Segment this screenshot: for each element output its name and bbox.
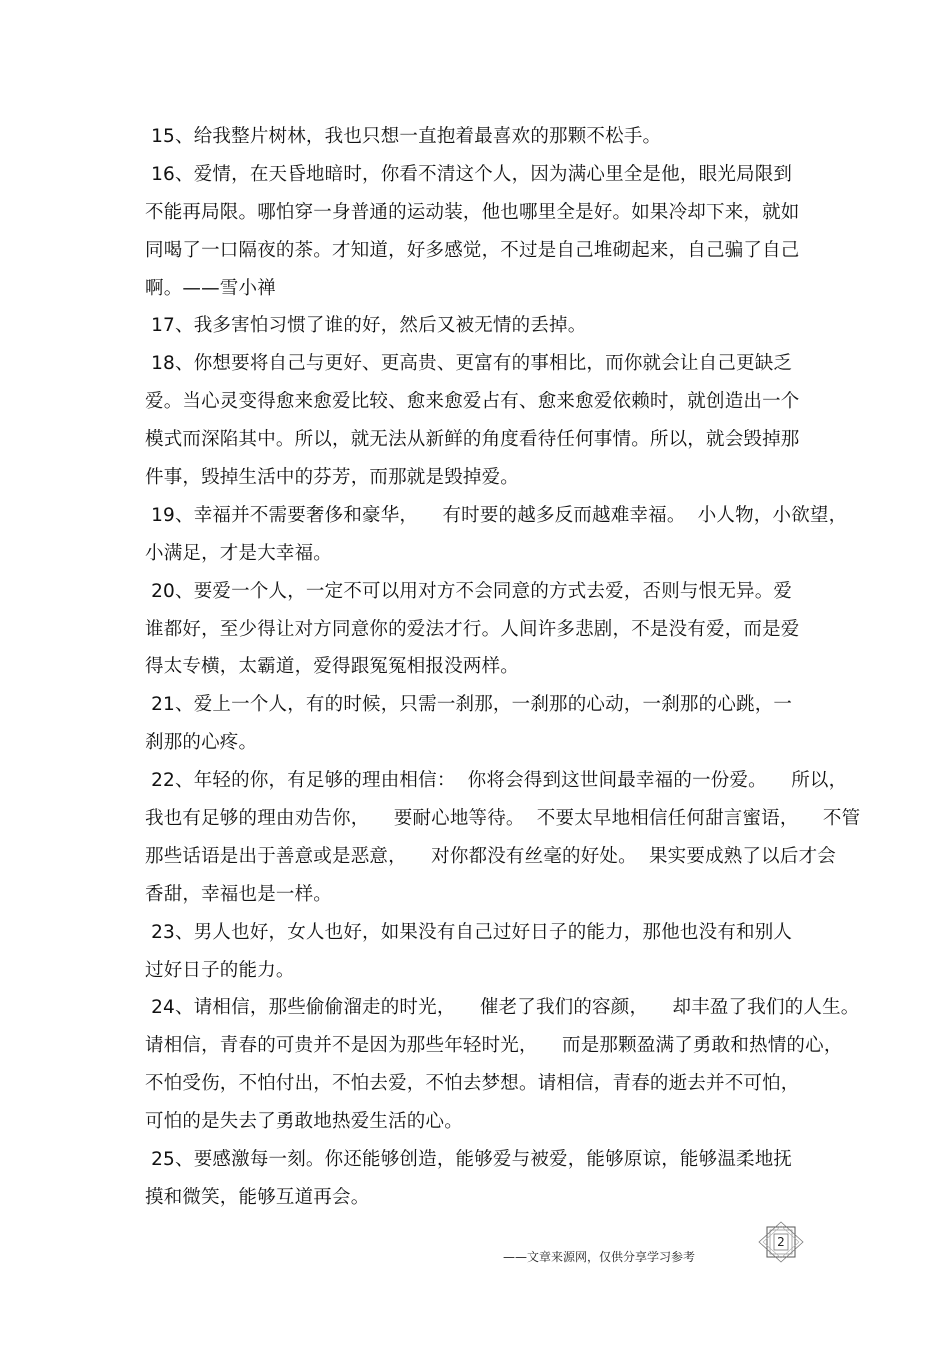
text-line: 25、要感激每一刻。你还能够创造，能够爱与被爱，能够原谅，能够温柔地抚 [145, 1149, 793, 1171]
text-line: 15、给我整片树林，我也只想一直抱着最喜欢的那颗不松手。 [145, 126, 662, 147]
text-line: 同喝了一口隔夜的茶。才知道，好多感觉，不过是自己堆砌起来，自己骗了自己 [145, 239, 800, 261]
text-line: 摸和微笑，能够互道再会。 [145, 1186, 370, 1208]
page-number: 2 [777, 1235, 785, 1249]
text-line: 19、幸福并不需要奢侈和豪华， 有时要的越多反而越难幸福。 小人物，小欲望， [145, 504, 848, 526]
text-line: 谁都好，至少得让对方同意你的爱法才行。人间许多悲剧，不是没有爱，而是爱 [145, 618, 800, 640]
text-line: 21、爱上一个人，有的时候，只需一刹那，一刹那的心动，一刹那的心跳，一 [145, 694, 793, 716]
text-line: 件事，毁掉生活中的芬芳，而那就是毁掉爱。 [145, 467, 520, 489]
text-line: 模式而深陷其中。所以，就无法从新鲜的角度看待任何事情。所以，就会毁掉那 [145, 429, 800, 451]
text-line: 24、请相信，那些偷偷溜走的时光， 催老了我们的容颜， 却丰盈了我们的人生。 [145, 997, 860, 1019]
text-line: 17、我多害怕习惯了谁的好，然后又被无情的丢掉。 [145, 315, 587, 337]
text-line: 22、年轻的你，有足够的理由相信： 你将会得到这世间最幸福的一份爱。 所以， [145, 770, 848, 792]
text-line: 得太专横，太霸道，爱得跟冤冤相报没两样。 [145, 656, 520, 678]
text-line: 可怕的是失去了勇敢地热爱生活的心。 [145, 1111, 463, 1133]
text-line: 23、男人也好，女人也好，如果没有自己过好日子的能力，那他也没有和别人 [145, 921, 793, 943]
text-line: 我也有足够的理由劝告你， 要耐心地等待。 不要太早地相信任何甜言蜜语， 不管 [145, 808, 861, 830]
text-line: 18、你想要将自己与更好、更高贵、更富有的事相比，而你就会让自己更缺乏 [145, 353, 793, 375]
text-line: 小满足，才是大幸福。 [145, 542, 333, 564]
text-line: 不怕受伤，不怕付出，不怕去爱，不怕去梦想。请相信，青春的逝去并不可怕， [145, 1073, 800, 1095]
source-note: ——文章来源网，仅供分享学习参考 [503, 1250, 696, 1264]
text-line: 16、爱情，在天昏地暗时，你看不清这个人，因为满心里全是他，眼光局限到 [145, 163, 793, 185]
text-line: 那些话语是出于善意或是恶意， 对你都没有丝毫的好处。 果实要成熟了以后才会 [145, 845, 836, 867]
page-number-badge [758, 1221, 804, 1263]
text-line: 请相信，青春的可贵并不是因为那些年轻时光， 而是那颗盈满了勇敢和热情的心， [145, 1035, 843, 1057]
text-line: 爱。当心灵变得愈来愈爱比较、愈来愈爱占有、愈来愈爱依赖时，就创造出一个 [145, 391, 800, 413]
text-line: 啊。——雪小禅 [145, 277, 276, 299]
text-line: 20、要爱一个人，一定不可以用对方不会同意的方式去爱，否则与恨无异。爱 [145, 580, 793, 602]
text-line: 刹那的心疼。 [145, 732, 258, 754]
text-line: 过好日子的能力。 [145, 959, 295, 981]
article-body [145, 118, 861, 1217]
text-line: 香甜，幸福也是一样。 [145, 883, 333, 905]
text-line: 不能再局限。哪怕穿一身普通的运动装，他也哪里全是好。如果冷却下来，就如 [145, 201, 800, 223]
